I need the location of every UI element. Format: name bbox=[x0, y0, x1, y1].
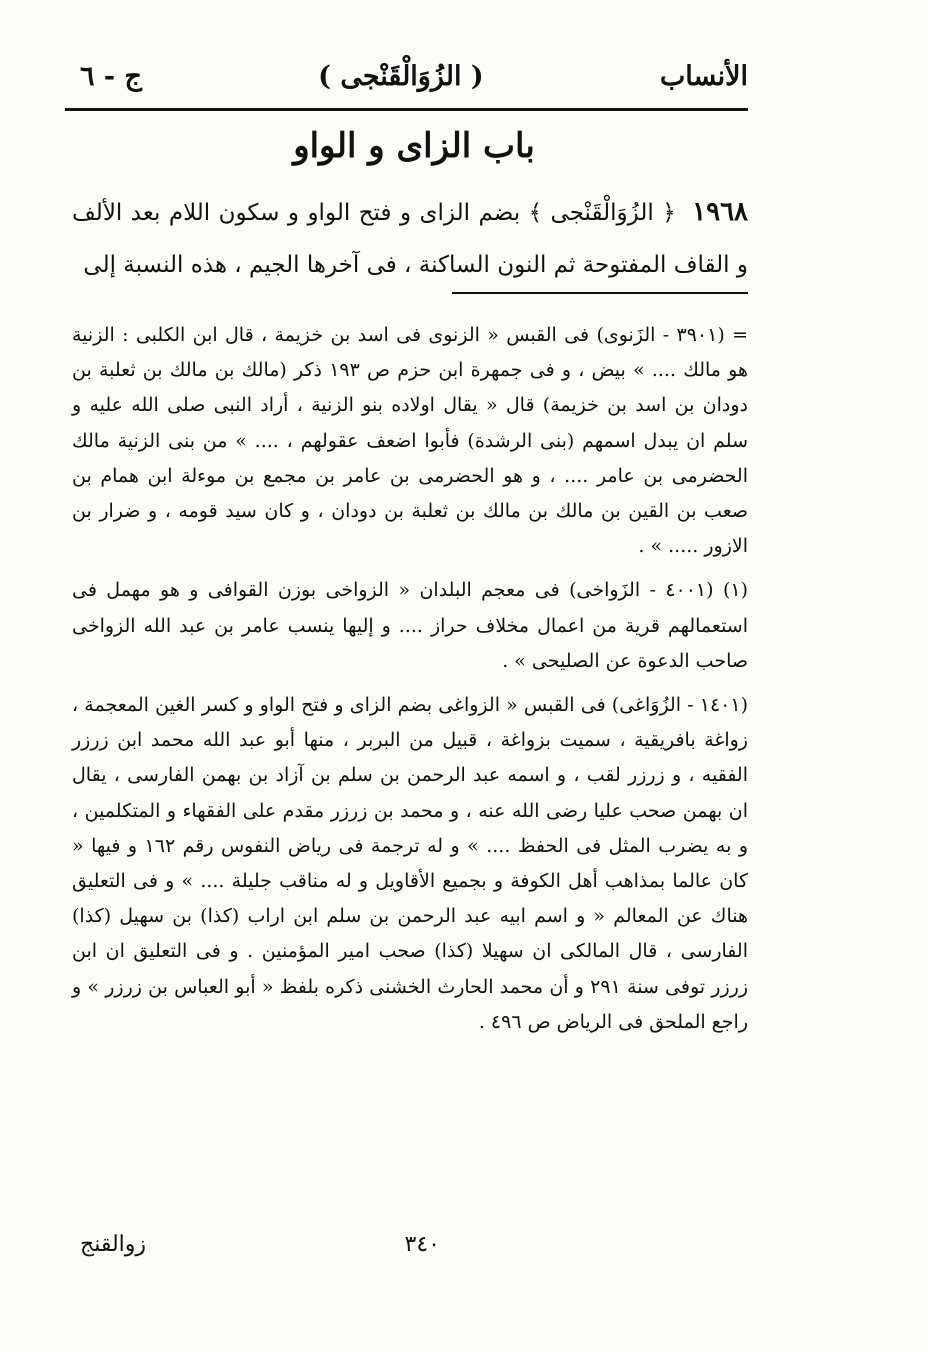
main-entry bbox=[72, 186, 748, 291]
footnote-separator bbox=[452, 292, 748, 294]
chapter-title: باب الزاى و الواو bbox=[293, 126, 535, 166]
entry-text: ﴿ الزُوَالْقَنْجى ﴾ بضم الزاى و فتح الواو و سكون اللام بعد الألف و القاف المفتوحة ثم النون الساكنة ، فى آخرها الجيم ، هذه النسبة إلى bbox=[72, 200, 748, 278]
header-book-title: الأنساب bbox=[659, 60, 748, 92]
entry-number: ١٩٦٨ bbox=[692, 197, 748, 227]
footnote-zawakhi: (١) (٤٠٠١ - الزَواخى) فى معجم البلدان « الزواخى بوزن القوافى و هو مهمل فى استعمالهم قرية من اعمال مخلاف حراز .... و إليها ينسب عامر بن عبد الله الزواخى صاحب الدعوة عن الصليحى » . bbox=[72, 579, 748, 672]
header-entry-name: ( الزُوَالْقَنْجى ) bbox=[318, 60, 484, 92]
page-number: ٣٤٠ bbox=[404, 1232, 440, 1257]
header-rule bbox=[65, 108, 748, 111]
footnote-zanawi: = (٣٩٠١ - الزَنوى) فى القبس « الزنوى فى اسد بن خزيمة ، قال ابن الكلبى : الزنية هو مالك .... » بيض ، و فى جمهرة ابن حزم ص ١٩٣ ذكر (مالك بن مالك بن ثعلبة بن دودان بن اسد بن خزيمة) قال « يقال اولاده بنو الزنية ، أراد النبى صلى الله عليه و سلم ان يبدل اسمهم (بنى الرشدة) فأبوا اضعف عقولهم ، .... » من بنى الزنية مالك الحضرمى بن عامر .... ، و هو الحضرمى بن عامر بن مجمع بن موءلة ابن همام بن صعب بن القين بن مالك بن مالك بن ثعلبة بن دودان ، و كان سيد قومه ، و ضرار بن الازور ..... » . bbox=[72, 324, 749, 558]
footnote-zawaghi: (١٤٠١ - الزُوَاغى) فى القبس « الزواغى بضم الزاى و فتح الواو و كسر الغين المعجمة ، زواغة بافريقية ، سميت بزواغة ، قبيل من البربر ، منها أبو عبد الله محمد ابن زرزر الفقيه ، و زرزر لقب ، و اسمه عبد الرحمن بن سلم بن آزاد بن بهمن الفارسى ، يقال ان بهمن صحب عليا رضى الله عنه ، و محمد بن زرزر مقدم على الفقهاء و المتكلمين ، و به يضرب المثل فى الحفظ .... » و له ترجمة فى رياض النفوس رقم ١٦٢ و فيها « كان عالما بمذاهب أهل الكوفة و بجميع الأقاويل و له مناقب جليلة .... » و فى التعليق هناك عن المعالم « و اسم ابيه عبد الرحمن بن سلم ابن اراب (كذا) بن سهيل (كذا) الفارسى ، قال المالكى ان سهيلا (كذا) صحب امير المؤمنين . و فى التعليق ان ابن زرزر توفى سنة ٢٩١ و أن محمد الحارث الخشنى ذكره بلفظ « أبو العباس بن زرزر » و راجع الملحق فى الرياض ص ٤٩٦ . bbox=[72, 694, 748, 1033]
catchword: زوالقنج bbox=[80, 1232, 147, 1257]
running-header bbox=[80, 55, 748, 97]
header-volume: ج - ٦ bbox=[80, 60, 142, 92]
footnotes bbox=[72, 318, 748, 1049]
